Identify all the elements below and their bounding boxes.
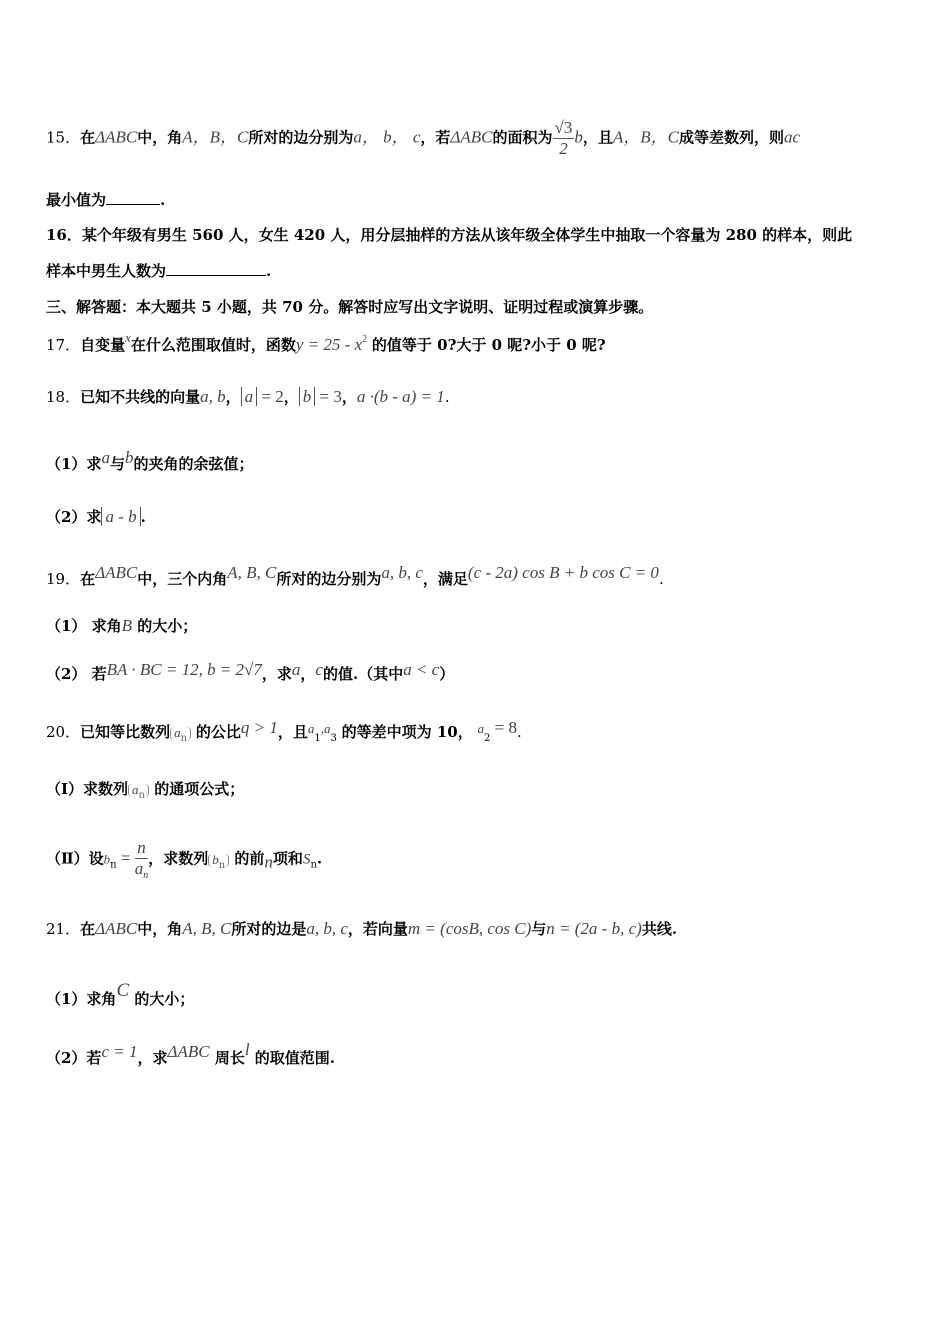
q18-part1: （1）求a与b的夹角的余弦值； xyxy=(46,448,254,473)
q19-part1: （1） 求角B 的大小； xyxy=(46,616,198,635)
q21-part2: （2）若c = 1，求ΔABC 周长l 的取值范围. xyxy=(46,1040,336,1067)
q15-answer-blank[interactable] xyxy=(106,204,160,205)
q20-part1: （Ⅰ）求数列 an 的通项公式； xyxy=(46,780,245,801)
q18-part2: （2）求 a - b . xyxy=(46,507,146,526)
q20-line: 20．已知等比数列 an 的公比q > 1，且$a_1,a_3$ 的等差中项为 10， $a_2 = 8$. xyxy=(46,718,522,744)
q16-line1: 16．某个年级有男生 560 人，女生 420 人，用分层抽样的方法从该年级全体学生中抽取一个容量为 280 的样本，则此 xyxy=(46,226,853,244)
q16-answer-blank[interactable] xyxy=(166,275,266,276)
bn-fraction: $\frac{n}{a_n}$ xyxy=(134,838,149,881)
area-fraction: $\frac{√3}{2}$ xyxy=(554,118,573,158)
q17-line: 17．自变量x在什么范围取值时，函数$y = 25 - x^2$ 的值等于 0?大于 0 呢?小于 0 呢? xyxy=(46,330,606,354)
q19-line: 19．在ΔABC中，三个内角A, B, C所对的边分别为a, b, c，满足(c - 2a) cos B + b cos C = 0. xyxy=(46,563,664,588)
q15-line1: 15．在ΔABC中，角A，B，C所对的边分别为a， b， c，若ΔABC的面积为 $\frac{√3}{2}$ b，且A，B，C成等差数列，则ac xyxy=(46,118,801,158)
q18-line: 18．已知不共线的向量a, b， a = 2， b = 3，a ·(b - a) = 1. xyxy=(46,387,450,406)
section-heading: 三、解答题：本大题共 5 小题，共 70 分。解答时应写出文字说明、证明过程或演算步骤。 xyxy=(46,298,654,316)
q16-line2: 样本中男生人数为 . xyxy=(46,262,272,280)
q21-line: 21．在ΔABC中，角A, B, C所对的边是a, b, c，若向量m = (cosB, cos C)与n = (2a - b, c)共线. xyxy=(46,919,678,938)
q15-line2: 最小值为 . xyxy=(46,191,166,209)
q15-number: 15． xyxy=(46,128,81,147)
seq-braces: an xyxy=(170,727,191,740)
q19-part2: （2） 若BA · BC = 12, b = 2√7，求a，c的值.（其中a < c） xyxy=(46,660,455,683)
q20-part2: （Ⅱ）设$b_n$ = $\frac{n}{a_n}$ ，求数列 bn 的前n项和$S_n$. xyxy=(46,838,323,881)
q21-part1: （1）求角C 的大小； xyxy=(46,980,195,1008)
